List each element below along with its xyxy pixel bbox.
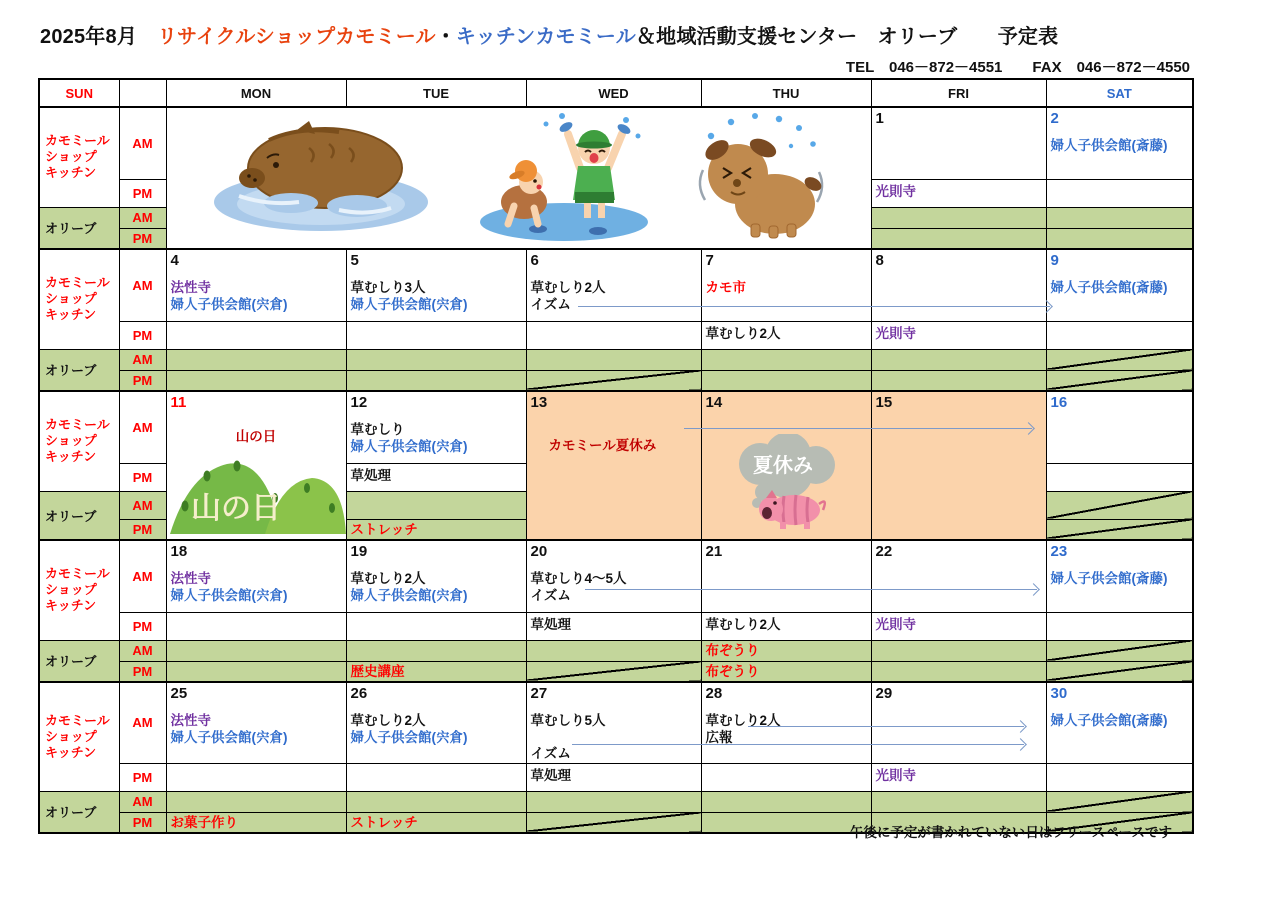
cell-week1-sat-olive-pm <box>1046 228 1193 249</box>
weekday-header <box>39 79 1193 107</box>
event-text: 光則寺 <box>875 183 916 199</box>
date-number: 23 <box>1050 543 1068 560</box>
cell-week3-sat-olive-am <box>1046 491 1193 519</box>
am-label: AM <box>119 207 166 228</box>
am-events <box>347 703 526 746</box>
cell-week4-fri-am <box>871 540 1046 612</box>
event-text: 婦人子供会館(宍倉) <box>350 296 468 312</box>
shaking-dog-icon <box>693 112 828 245</box>
date-number: 18 <box>170 543 188 560</box>
am-events <box>527 703 701 763</box>
group-label-kamomile <box>39 391 119 491</box>
event-text: 光則寺 <box>875 767 916 783</box>
cell-week2-sat-pm <box>1046 321 1193 349</box>
cell-week2-sat-olive-pm <box>1046 370 1193 391</box>
cell-week5-wed-olive-am <box>526 791 701 812</box>
cell-week4-thu-olive-am <box>701 640 871 661</box>
cell-week5-thu-olive-am <box>701 791 871 812</box>
event-text: 草処理 <box>530 767 571 783</box>
week5-kamomile-pm-row <box>39 763 1193 791</box>
svg-text:夏休み: 夏休み <box>752 455 813 477</box>
title-month: 2025年8月 <box>40 26 158 48</box>
date-number: 19 <box>350 543 368 560</box>
cell-week2-fri-olive-am <box>871 349 1046 370</box>
weekday-header-sun: SUN <box>39 79 119 107</box>
week2-olive-am-row <box>39 349 1193 370</box>
kamomile-label-line: キッチン <box>45 744 97 760</box>
cell-week2-tue-pm <box>346 321 526 349</box>
weekday-header-blank <box>119 79 166 107</box>
cell-week2-sat-am <box>1046 249 1193 321</box>
cell-week5-thu-olive-pm <box>701 812 871 833</box>
date-number: 16 <box>1050 394 1068 411</box>
cell-week1-fri-olive-am <box>871 207 1046 228</box>
kamomile-label-line: キッチン <box>45 307 97 323</box>
event-text: 法性寺 <box>170 571 211 586</box>
kamomile-label-line: ショップ <box>45 291 97 307</box>
event-text: 草むしり5人 <box>530 713 606 728</box>
pm-label: PM <box>119 463 166 491</box>
cell-week4-mon-olive-pm <box>166 661 346 682</box>
date-number: 13 <box>530 394 548 411</box>
cell-week5-fri-pm <box>871 763 1046 791</box>
week4-kamomile-am-row <box>39 540 1193 612</box>
cell-week5-tue-am <box>346 682 526 763</box>
izumu-range-arrow-week4 <box>585 589 1037 590</box>
event-text: 光則寺 <box>875 616 916 632</box>
cell-week3-sat-pm <box>1046 463 1193 491</box>
am-events <box>347 412 526 455</box>
kamomile-label-line: カモミール <box>45 417 110 433</box>
weekday-header-fri: FRI <box>871 79 1046 107</box>
natsuyasumi-range-arrow <box>684 428 1032 429</box>
olive-label-text: オリーブ <box>45 363 97 379</box>
cell-week1-fri-pm <box>871 179 1046 207</box>
cell-week1-fri-am <box>871 107 1046 179</box>
event-text: 草むしり <box>350 422 405 437</box>
group-label-kamomile <box>39 249 119 349</box>
pm-label: PM <box>119 321 166 349</box>
cell-week5-wed-olive-pm <box>526 812 701 833</box>
kamomile-label-line: カモミール <box>45 133 110 149</box>
kouhou-range-arrow-week5 <box>748 726 1024 727</box>
kamomile-label-line: キッチン <box>45 449 97 465</box>
am-label: AM <box>119 791 166 812</box>
kamomile-label-line: ショップ <box>45 582 97 598</box>
date-number: 28 <box>705 685 723 702</box>
title-kitchen-name: キッチンカモミール <box>455 26 636 48</box>
event-text: 婦人子供会館(宍倉) <box>170 587 288 603</box>
cell-week5-fri-olive-am <box>871 791 1046 812</box>
kamomile-label-line: カモミール <box>45 566 110 582</box>
event-text: 草むしり2人 <box>705 325 781 341</box>
page-title <box>40 20 1058 49</box>
am-events <box>167 561 346 604</box>
cell-week4-wed-pm <box>526 612 701 640</box>
kamomile-label-text <box>40 417 119 465</box>
group-label-kamomile <box>39 107 119 207</box>
cell-week2-fri-am <box>871 249 1046 321</box>
am-label: AM <box>119 540 166 612</box>
cell-week2-mon-am <box>166 249 346 321</box>
date-number: 22 <box>875 543 893 560</box>
date-number: 2 <box>1050 110 1059 127</box>
kamomile-label-line: カモミール <box>45 712 110 728</box>
footer-note: 午後に予定が書かれていない日はフリースペースです <box>849 825 1172 840</box>
week4-olive-am-row <box>39 640 1193 661</box>
cell-week3-thu-merged <box>701 391 871 540</box>
cell-week2-mon-olive-pm <box>166 370 346 391</box>
cell-week4-tue-olive-pm <box>346 661 526 682</box>
kamomile-label-line: カモミール <box>45 275 110 291</box>
cell-week5-thu-am <box>701 682 871 763</box>
cell-week4-tue-olive-am <box>346 640 526 661</box>
group-label-olive <box>39 791 119 833</box>
am-label: AM <box>119 640 166 661</box>
cell-week4-tue-am <box>346 540 526 612</box>
cell-week4-mon-pm <box>166 612 346 640</box>
cell-week3-mon-merged <box>166 391 346 540</box>
kamomile-label-line: ショップ <box>45 149 97 165</box>
cell-week2-thu-olive-pm <box>701 370 871 391</box>
cell-week2-mon-olive-am <box>166 349 346 370</box>
cell-week4-fri-olive-pm <box>871 661 1046 682</box>
am-events <box>702 270 871 297</box>
cell-week3-sat-am <box>1046 391 1193 463</box>
pm-label: PM <box>119 763 166 791</box>
event-text: 草処理 <box>530 616 571 632</box>
am-events <box>1047 703 1193 730</box>
cell-week3-tue-pm <box>346 463 526 491</box>
event-text: 草むしり2人 <box>705 616 781 632</box>
weekday-header-tue: TUE <box>346 79 526 107</box>
cell-week2-wed-am <box>526 249 701 321</box>
group-label-olive <box>39 207 119 249</box>
cell-week5-sat-pm <box>1046 763 1193 791</box>
week4-kamomile-pm-row <box>39 612 1193 640</box>
pm-label: PM <box>119 179 166 207</box>
kamomile-label-line: ショップ <box>45 433 97 449</box>
am-events <box>1047 561 1193 588</box>
kamomile-label-line: ショップ <box>45 728 97 744</box>
kids-catching-fish-icon <box>476 108 651 248</box>
date-number: 29 <box>875 685 893 702</box>
event-text: 草むしり3人 <box>350 280 426 295</box>
event-text: 婦人子供会館(斎藤) <box>1050 138 1168 153</box>
am-events <box>347 270 526 313</box>
cell-week5-sat-olive-am <box>1046 791 1193 812</box>
cell-week3-tue-olive-am <box>346 491 526 519</box>
cell-week5-tue-pm <box>346 763 526 791</box>
cell-week5-mon-olive-am <box>166 791 346 812</box>
olive-label-text: オリーブ <box>45 508 97 524</box>
cell-week1-fri-olive-pm <box>871 228 1046 249</box>
event-text: 歴史講座 <box>350 664 405 679</box>
event-text: 法性寺 <box>170 713 211 728</box>
cell-week4-sat-am <box>1046 540 1193 612</box>
am-label: AM <box>119 491 166 519</box>
summer-break-label: カモミール夏休み <box>548 438 657 453</box>
title-olive-center: ＆地域活動支援センター オリーブ 予定表 <box>635 26 1059 48</box>
group-label-kamomile <box>39 540 119 640</box>
cell-week2-thu-olive-am <box>701 349 871 370</box>
pm-label: PM <box>119 519 166 540</box>
am-label: AM <box>119 107 166 179</box>
event-text: 光則寺 <box>875 325 916 341</box>
week3-kamomile-am-row <box>39 391 1193 463</box>
am-label: AM <box>119 249 166 321</box>
cell-week3-tue-olive-pm <box>346 519 526 540</box>
cell-week3-sat-olive-pm <box>1046 519 1193 540</box>
group-label-kamomile <box>39 682 119 791</box>
cell-week1-sat-am <box>1046 107 1193 179</box>
week5-olive-am-row <box>39 791 1193 812</box>
cell-week5-mon-pm <box>166 763 346 791</box>
week4-olive-pm-row <box>39 661 1193 682</box>
am-label: AM <box>119 349 166 370</box>
cell-week4-wed-am <box>526 540 701 612</box>
date-number: 21 <box>705 543 723 560</box>
cell-week3-tue-am <box>346 391 526 463</box>
event-text: 婦人子供会館(宍倉) <box>170 296 288 312</box>
event-text: 草むしり2人 <box>705 713 781 728</box>
cell-week5-thu-pm <box>701 763 871 791</box>
am-events <box>1047 270 1193 297</box>
cell-week2-thu-pm <box>701 321 871 349</box>
cell-week2-wed-olive-pm <box>526 370 701 391</box>
event-text: 草むしり2人 <box>350 571 426 586</box>
cell-week4-sat-pm <box>1046 612 1193 640</box>
olive-label-text: オリーブ <box>45 805 97 821</box>
cell-week5-tue-olive-pm <box>346 812 526 833</box>
cell-week4-wed-olive-pm <box>526 661 701 682</box>
am-events <box>167 703 346 746</box>
cell-week4-thu-olive-pm <box>701 661 871 682</box>
swimming-boar-icon <box>209 118 434 238</box>
cell-week2-fri-pm <box>871 321 1046 349</box>
cell-week4-mon-olive-am <box>166 640 346 661</box>
group-label-olive <box>39 491 119 540</box>
cell-week5-mon-am <box>166 682 346 763</box>
cell-week2-tue-am <box>346 249 526 321</box>
cell-week2-wed-olive-am <box>526 349 701 370</box>
event-text: 広報 <box>705 729 733 745</box>
group-label-olive <box>39 640 119 682</box>
event-text: お菓子作り <box>170 815 238 830</box>
weekday-header-thu: THU <box>701 79 871 107</box>
event-text: 草むしり4～5人 <box>530 571 627 586</box>
date-number: 9 <box>1050 252 1059 269</box>
cell-week3-wed-merged <box>526 391 701 540</box>
event-text: 婦人子供会館(斎藤) <box>1050 280 1168 295</box>
cell-week5-mon-olive-pm <box>166 812 346 833</box>
date-number: 4 <box>170 252 179 269</box>
event-text: 婦人子供会館(宍倉) <box>350 729 468 745</box>
date-number: 30 <box>1050 685 1068 702</box>
pm-label: PM <box>119 812 166 833</box>
date-number: 25 <box>170 685 188 702</box>
event-text: 布ぞうり <box>705 664 760 679</box>
cell-week4-thu-pm <box>701 612 871 640</box>
cell-week4-fri-pm <box>871 612 1046 640</box>
event-text: 草むしり2人 <box>350 713 426 728</box>
week2-olive-pm-row <box>39 370 1193 391</box>
event-text: イズム <box>530 746 571 761</box>
cell-week5-wed-pm <box>526 763 701 791</box>
date-number: 11 <box>170 394 187 411</box>
am-events <box>347 561 526 604</box>
week1-illustration-area <box>166 107 871 249</box>
week2-kamomile-pm-row <box>39 321 1193 349</box>
event-text: 布ぞうり <box>705 643 760 658</box>
cell-week4-thu-am <box>701 540 871 612</box>
title-recycle-shop-name: リサイクルショップカモミール <box>157 26 436 48</box>
am-events <box>527 561 701 604</box>
cell-week2-wed-pm <box>526 321 701 349</box>
kamomile-label-text <box>40 133 119 181</box>
title-separator: ・ <box>435 26 456 48</box>
izumu-range-arrow-week2 <box>578 306 1050 307</box>
cell-week2-mon-pm <box>166 321 346 349</box>
event-text: 婦人子供会館(宍倉) <box>350 438 468 454</box>
event-text: ストレッチ <box>350 815 418 830</box>
event-text: 婦人子供会館(宍倉) <box>350 587 468 603</box>
event-text: 婦人子供会館(斎藤) <box>1050 713 1168 728</box>
pm-label: PM <box>119 661 166 682</box>
kamomile-label-text <box>40 566 119 614</box>
date-number: 6 <box>530 252 539 269</box>
weekday-header-mon: MON <box>166 79 346 107</box>
am-events <box>702 703 871 746</box>
cell-week5-wed-am <box>526 682 701 763</box>
olive-label-text: オリーブ <box>45 654 97 670</box>
date-number: 12 <box>350 394 368 411</box>
cell-week5-sat-am <box>1046 682 1193 763</box>
weekday-header-row <box>39 79 1193 107</box>
cell-week2-tue-olive-pm <box>346 370 526 391</box>
event-text: イズム <box>530 587 571 603</box>
olive-label-text: オリーブ <box>45 221 97 237</box>
event-text: イズム <box>530 296 571 312</box>
event-text: 草処理 <box>350 467 391 483</box>
contact-info: TEL 046－872－4551 FAX 046－872－4550 <box>845 59 1190 76</box>
mountain-day-icon <box>167 448 346 539</box>
weekday-header-wed: WED <box>526 79 701 107</box>
date-number: 27 <box>530 685 548 702</box>
am-events <box>167 270 346 313</box>
date-number: 5 <box>350 252 359 269</box>
cell-week4-sat-olive-am <box>1046 640 1193 661</box>
weekday-header-sat: SAT <box>1046 79 1193 107</box>
event-text: 草むしり2人 <box>530 280 606 295</box>
cell-week5-tue-olive-am <box>346 791 526 812</box>
cell-week2-thu-am <box>701 249 871 321</box>
pm-label: PM <box>119 612 166 640</box>
event-text: ストレッチ <box>350 522 418 537</box>
am-label: AM <box>119 682 166 763</box>
date-number: 14 <box>705 394 723 411</box>
date-number: 20 <box>530 543 548 560</box>
svg-text:山の日: 山の日 <box>190 492 281 525</box>
kamomile-label-text <box>40 713 119 761</box>
date-number: 8 <box>875 252 884 269</box>
cell-week4-mon-am <box>166 540 346 612</box>
izumu-range-arrow-week5 <box>572 744 1024 745</box>
date-number: 7 <box>705 252 714 269</box>
cell-week1-sat-pm <box>1046 179 1193 207</box>
kamomile-label-text <box>40 275 119 323</box>
cell-week4-wed-olive-am <box>526 640 701 661</box>
date-number: 15 <box>875 394 893 411</box>
summer-vacation-pig-icon <box>702 434 871 535</box>
cell-week4-tue-pm <box>346 612 526 640</box>
cell-week4-fri-olive-am <box>871 640 1046 661</box>
cell-week3-fri-merged <box>871 391 1046 540</box>
week2-kamomile-am-row <box>39 249 1193 321</box>
am-events <box>1047 128 1193 155</box>
date-number: 1 <box>875 110 884 127</box>
cell-week2-tue-olive-am <box>346 349 526 370</box>
am-label: AM <box>119 391 166 463</box>
illustration-row <box>167 108 871 248</box>
cell-week1-sat-olive-am <box>1046 207 1193 228</box>
event-text: 法性寺 <box>170 280 211 295</box>
mountain-day-caption: 山の日 <box>235 429 277 444</box>
event-text: 婦人子供会館(斎藤) <box>1050 571 1168 586</box>
pm-label: PM <box>119 370 166 391</box>
date-number: 26 <box>350 685 368 702</box>
kamomile-label-line: キッチン <box>45 165 97 181</box>
cell-week4-sat-olive-pm <box>1046 661 1193 682</box>
cell-week2-fri-olive-pm <box>871 370 1046 391</box>
kamomile-label-line: キッチン <box>45 598 97 614</box>
cell-week2-sat-olive-am <box>1046 349 1193 370</box>
week1-kamomile-am-row <box>39 107 1193 179</box>
event-text: 婦人子供会館(宍倉) <box>170 729 288 745</box>
group-label-olive <box>39 349 119 391</box>
event-text: カモ市 <box>705 280 746 295</box>
pm-label: PM <box>119 228 166 249</box>
